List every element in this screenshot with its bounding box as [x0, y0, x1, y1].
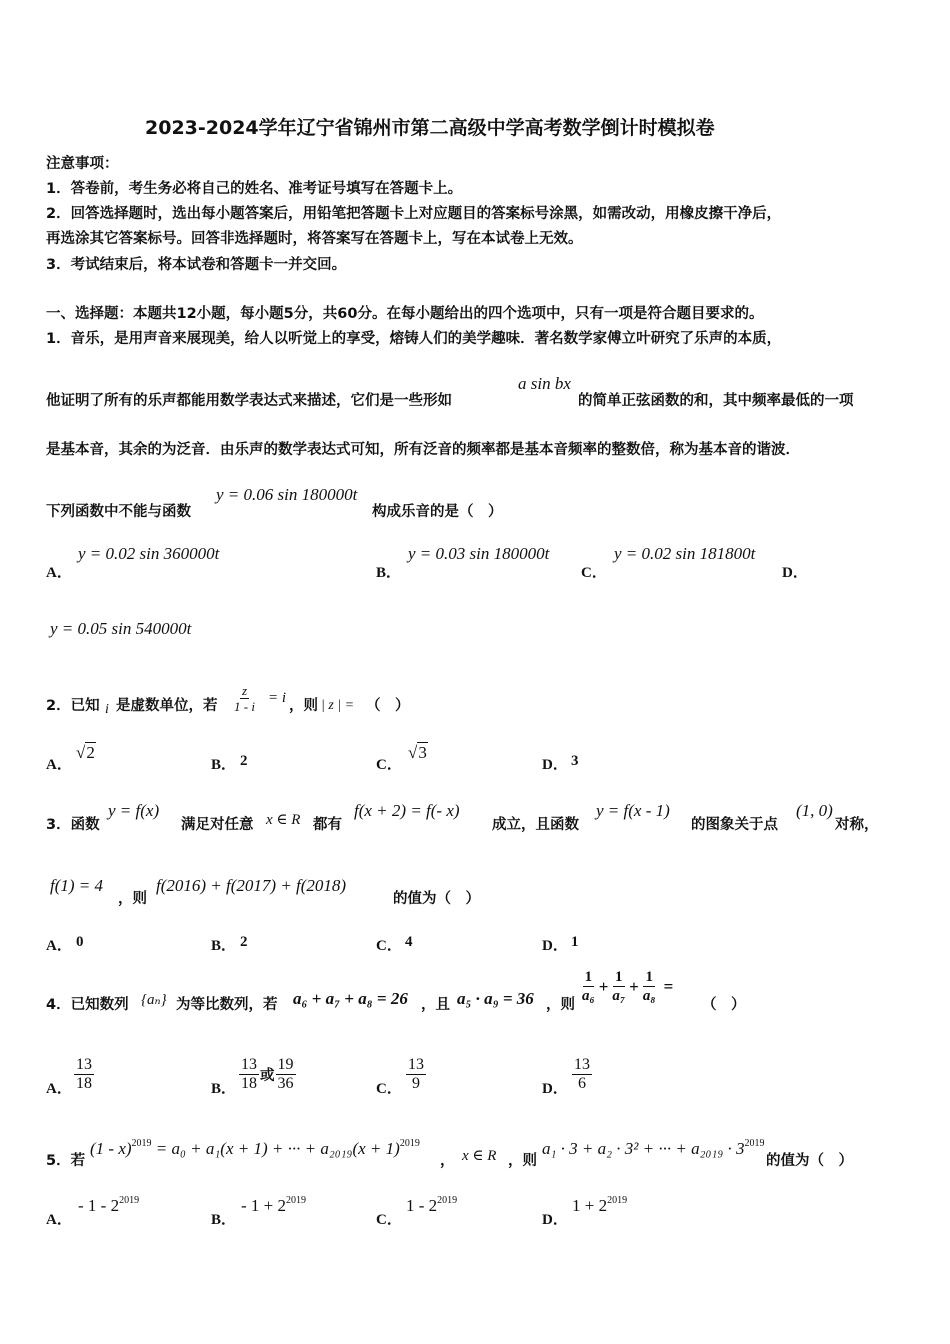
q1-option-a[interactable]: y = 0.02 sin 360000t — [78, 544, 220, 563]
q4-text: ，则 — [546, 997, 575, 1013]
q5-option-a[interactable]: - $1 - 2^{2019}$ — [78, 1195, 140, 1215]
q4-reciprocal-sum: $\frac{1}{\text{a₆}}$ + $\frac{1}{\text{a₇}}$ + $\frac{1}{\text{a₈}}$ = — [582, 969, 674, 1004]
q1-text: 他证明了所有的乐声都能用数学表达式来描述，它们是一些形如 — [46, 393, 452, 409]
q5-option-d-label[interactable]: D． — [542, 1212, 568, 1228]
q5-option-b[interactable]: - $1 + 2^{2019}$ — [241, 1195, 306, 1215]
q2-option-b-label[interactable]: B． — [211, 757, 237, 773]
q5-text: 的值为（ ） — [766, 1153, 853, 1169]
q3-option-b[interactable]: 2 — [240, 934, 248, 950]
q3-text: 成立，且函数 — [492, 817, 579, 833]
q2-option-a[interactable]: √2 — [76, 743, 95, 762]
q2-option-c-label[interactable]: C． — [376, 757, 402, 773]
q1-option-c-label[interactable]: C． — [581, 565, 607, 581]
q3-text: 的值为（ ） — [393, 891, 480, 907]
q4-text: ，且 — [421, 997, 450, 1013]
q3-text: 满足对任意 — [181, 817, 254, 833]
q5-expansion: (1 - x)$^{2019}$ = a₀ + a₁(x + 1) + ··· + $a_{2019}(x + 1)^{2019}$ — [90, 1138, 420, 1158]
q4-option-a-label[interactable]: A． — [46, 1081, 72, 1097]
q4-text: （ ） — [702, 997, 746, 1013]
q2-text: （ ） — [366, 698, 410, 714]
q3-option-c[interactable]: 4 — [405, 934, 413, 950]
q3-option-d[interactable]: 1 — [571, 934, 579, 950]
q2-fraction: $\frac{z}{1 - i}$ — [234, 683, 255, 714]
q1-text: 的简单正弦函数的和，其中频率最低的一项 — [578, 393, 854, 409]
q2-option-d-label[interactable]: D． — [542, 757, 568, 773]
q5-text: ， — [440, 1153, 455, 1169]
q2-text: ，则 — [289, 698, 318, 714]
q3-text: 的图象关于点 — [691, 817, 778, 833]
q2-option-c[interactable]: √3 — [408, 743, 427, 762]
q3-option-a[interactable]: 0 — [76, 934, 84, 950]
q2-abs-z: | z | = — [321, 698, 355, 713]
q3-formula: f(1) = 4 — [50, 876, 104, 895]
q5-option-d[interactable]: $1 + 2^{2019}$ — [572, 1195, 628, 1215]
q5-option-c-label[interactable]: C． — [376, 1212, 402, 1228]
q3-formula: f(x + 2) = f(- x) — [354, 801, 460, 820]
q5-option-b-label[interactable]: B． — [211, 1212, 237, 1228]
q4-formula: a₅ · a₉ = 36 — [457, 989, 534, 1008]
notice-item: 1．答卷前，考生务必将自己的姓名、准考证号填写在答题卡上。 — [46, 181, 463, 197]
q4-text: 为等比数列，若 — [176, 997, 278, 1013]
q4-sequence: {aₙ} — [141, 992, 167, 1008]
q1-base-formula: y = 0.06 sin 180000t — [216, 485, 358, 504]
q3-text: ，则 — [118, 891, 147, 907]
q2-equals-i: = i — [268, 690, 287, 706]
q3-formula: y = f(x - 1) — [596, 801, 670, 820]
q1-text: 是基本音，其余的为泛音．由乐声的数学表达式可知，所有泛音的频率都是基本音频率的整数倍，称为基本音的谐波． — [46, 442, 800, 458]
q3-option-b-label[interactable]: B． — [211, 938, 237, 954]
q1-option-d[interactable]: y = 0.05 sin 540000t — [50, 619, 192, 638]
q3-formula: f(2016) + f(2017) + f(2018) — [156, 876, 347, 895]
section-heading: 一、选择题：本题共12小题，每小题5分，共60分。在每小题给出的四个选项中，只有一项是符合题目要求的。 — [46, 306, 764, 322]
q1-stem: 下列函数中不能与函数 — [46, 504, 191, 520]
q1-option-c[interactable]: y = 0.02 sin 181800t — [614, 544, 756, 563]
q1-formula: a sin bx — [518, 374, 571, 393]
q4-option-d-label[interactable]: D． — [542, 1081, 568, 1097]
q3-text: 3．函数 — [46, 817, 100, 833]
q3-formula: x ∈ R — [266, 812, 301, 828]
q5-text: 5．若 — [46, 1153, 86, 1169]
q3-text: 对称， — [835, 817, 879, 833]
q5-sum-expr: a₁ · 3 + a₂ · 3² + ··· + $a_{2019} \cdot 3^{2019}$ — [542, 1138, 765, 1158]
q4-option-d[interactable]: $\frac{13}{6}$ — [574, 1056, 590, 1092]
q1-stem: 构成乐音的是（ ） — [372, 504, 503, 520]
q2-text: 2．已知 — [46, 698, 100, 714]
q3-formula: y = f(x) — [108, 801, 160, 820]
q1-text: 1．音乐，是用声音来展现美，给人以听觉上的享受，熔铸人们的美学趣味．著名数学家傅立叶研究了乐声的本质， — [46, 331, 782, 347]
q4-option-b[interactable]: $\frac{13}{18}$ 或 $\frac{19}{36}$ — [241, 1056, 294, 1092]
q5-text: ，则 — [508, 1153, 537, 1169]
q4-option-b-label[interactable]: B． — [211, 1081, 237, 1097]
q3-option-c-label[interactable]: C． — [376, 938, 402, 954]
q4-option-c[interactable]: $\frac{13}{9}$ — [408, 1056, 424, 1092]
q4-formula: a₆ + a₇ + a₈ = 26 — [293, 989, 408, 1008]
q3-formula: (1, 0) — [796, 801, 833, 820]
notice-item: 再选涂其它答案标号。回答非选择题时，将答案写在答题卡上，写在本试卷上无效。 — [46, 231, 583, 247]
q2-option-d[interactable]: 3 — [571, 753, 579, 769]
q3-option-d-label[interactable]: D． — [542, 938, 568, 954]
q5-option-c[interactable]: $1 - 2^{2019}$ — [406, 1195, 458, 1215]
q4-option-c-label[interactable]: C． — [376, 1081, 402, 1097]
notice-item: 2．回答选择题时，选出每小题答案后，用铅笔把答题卡上对应题目的答案标号涂黑，如需改动，用橡皮擦干净后， — [46, 206, 782, 222]
notice-heading: 注意事项： — [46, 156, 119, 172]
q2-option-b[interactable]: 2 — [240, 753, 248, 769]
q1-option-b[interactable]: y = 0.03 sin 180000t — [408, 544, 550, 563]
q3-text: 都有 — [313, 817, 342, 833]
q5-option-a-label[interactable]: A． — [46, 1212, 72, 1228]
q5-domain: x ∈ R — [462, 1148, 497, 1164]
q1-option-d-label[interactable]: D． — [782, 565, 808, 581]
q2-i-symbol: i — [105, 702, 109, 717]
q2-option-a-label[interactable]: A． — [46, 757, 72, 773]
notice-item: 3．考试结束后，将本试卷和答题卡一并交回。 — [46, 257, 347, 273]
q2-text: 是虚数单位，若 — [116, 698, 218, 714]
q4-text: 4．已知数列 — [46, 997, 129, 1013]
q1-option-a-label[interactable]: A． — [46, 565, 72, 581]
q4-option-a[interactable]: $\frac{13}{18}$ — [76, 1056, 92, 1092]
page-title: 2023-2024学年辽宁省锦州市第二高级中学高考数学倒计时模拟卷 — [145, 117, 715, 139]
q1-option-b-label[interactable]: B． — [376, 565, 402, 581]
q3-option-a-label[interactable]: A． — [46, 938, 72, 954]
